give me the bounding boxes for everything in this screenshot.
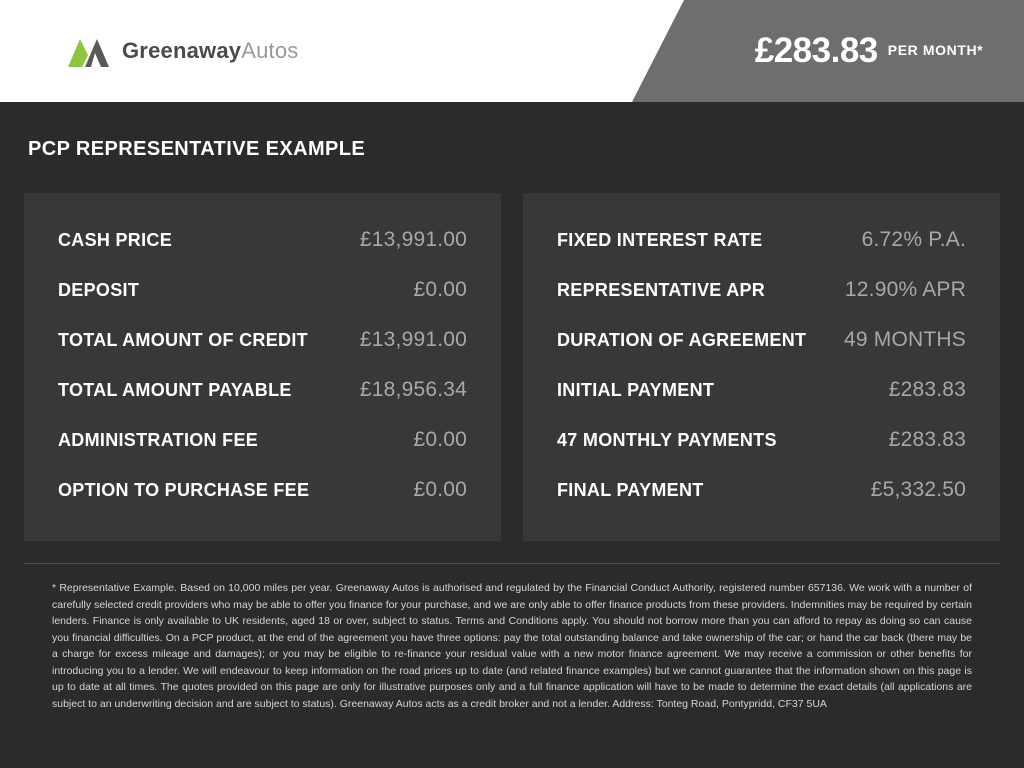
disclaimer-text: * Representative Example. Based on 10,000 miles per year. Greenaway Autos is authorised and regulated by the Financial Conduct Authority, registered number 657136. We work with a number of carefully selected credit providers who may be able to offer you finance for your purchase, and we are only able to offer finance products from these providers. Indemnities may be required by certain lenders. Finance is only available to UK residents, aged 18 or over, subject to status. Terms and Conditions apply. You should not borrow more than you can afford to repay as doing so can cause you financial difficulties. On a PCP product, at the end of the agreement you have three options: pay the total outstanding balance and take ownership of the car; or hand the car back (there may be a charge for excess mileage and damages); or you may be eligible to re-finance your residual value with a new motor finance agreement. We may receive a commission or other benefits for introducing you to a lender. We will endeavour to keep information on the road prices up to date (and related finance examples) but we cannot guarantee that the information shown on this page is up to date at all times. The quotes provided on this page are only for illustrative purposes only and a full finance application will have to be made to determine the exact details (all applications are subject to an underwriting decision and are subject to status). Greenaway Autos acts as a credit broker and not a lender. Address: Tonteg Road, Pontypridd, CF37 5UA (52, 582, 972, 710)
row-value: 12.90% APR (844, 278, 966, 301)
row-label: REPRESENTATIVE APR (557, 280, 766, 300)
monthly-price-amount: £283.83 (754, 31, 878, 70)
brand-name-bold: Greenaway (122, 38, 242, 63)
row-label: DURATION OF AGREEMENT (557, 330, 807, 350)
row-value: £13,991.00 (359, 328, 467, 351)
table-row (557, 265, 966, 315)
table-row (58, 315, 467, 365)
table-row (58, 265, 467, 315)
main-content (0, 102, 1024, 722)
table-row (557, 315, 966, 365)
row-label: 47 MONTHLY PAYMENTS (557, 430, 777, 450)
row-value: £0.00 (413, 428, 467, 451)
row-label: ADMINISTRATION FEE (58, 430, 259, 450)
table-row (58, 215, 467, 265)
row-value: £0.00 (413, 478, 467, 501)
row-value: £18,956.34 (359, 378, 467, 401)
disclaimer-footer (24, 563, 1000, 722)
row-label: DEPOSIT (58, 280, 140, 300)
row-value: £283.83 (888, 378, 966, 401)
row-value: 49 MONTHS (844, 328, 966, 351)
row-value: £13,991.00 (359, 228, 467, 251)
row-value: £283.83 (888, 428, 966, 451)
row-label: TOTAL AMOUNT PAYABLE (58, 380, 292, 400)
row-label: FIXED INTEREST RATE (557, 230, 763, 250)
row-label: FINAL PAYMENT (557, 480, 704, 500)
page-header (0, 0, 1024, 102)
row-label: TOTAL AMOUNT OF CREDIT (58, 330, 308, 350)
table-row (557, 465, 966, 515)
brand-name (122, 38, 298, 64)
brand-logo[interactable] (68, 33, 298, 69)
finance-details-columns (24, 193, 1000, 541)
table-row (58, 365, 467, 415)
monthly-price-period: PER MONTH* (887, 41, 984, 58)
right-details-panel (523, 193, 1000, 541)
row-value: £0.00 (413, 278, 467, 301)
greenaway-chevron-logo-icon (68, 33, 112, 69)
row-label: CASH PRICE (58, 230, 173, 250)
table-row (557, 365, 966, 415)
table-row (58, 415, 467, 465)
brand-name-light: Autos (241, 38, 299, 63)
left-details-panel (24, 193, 501, 541)
table-row (557, 215, 966, 265)
table-row (58, 465, 467, 515)
table-row (557, 415, 966, 465)
row-value: £5,332.50 (870, 478, 966, 501)
page-title: PCP REPRESENTATIVE EXAMPLE (28, 138, 366, 160)
row-label: INITIAL PAYMENT (557, 380, 715, 400)
row-label: OPTION TO PURCHASE FEE (58, 480, 310, 500)
monthly-price-banner (684, 0, 1024, 102)
row-value: 6.72% P.A. (861, 228, 966, 251)
